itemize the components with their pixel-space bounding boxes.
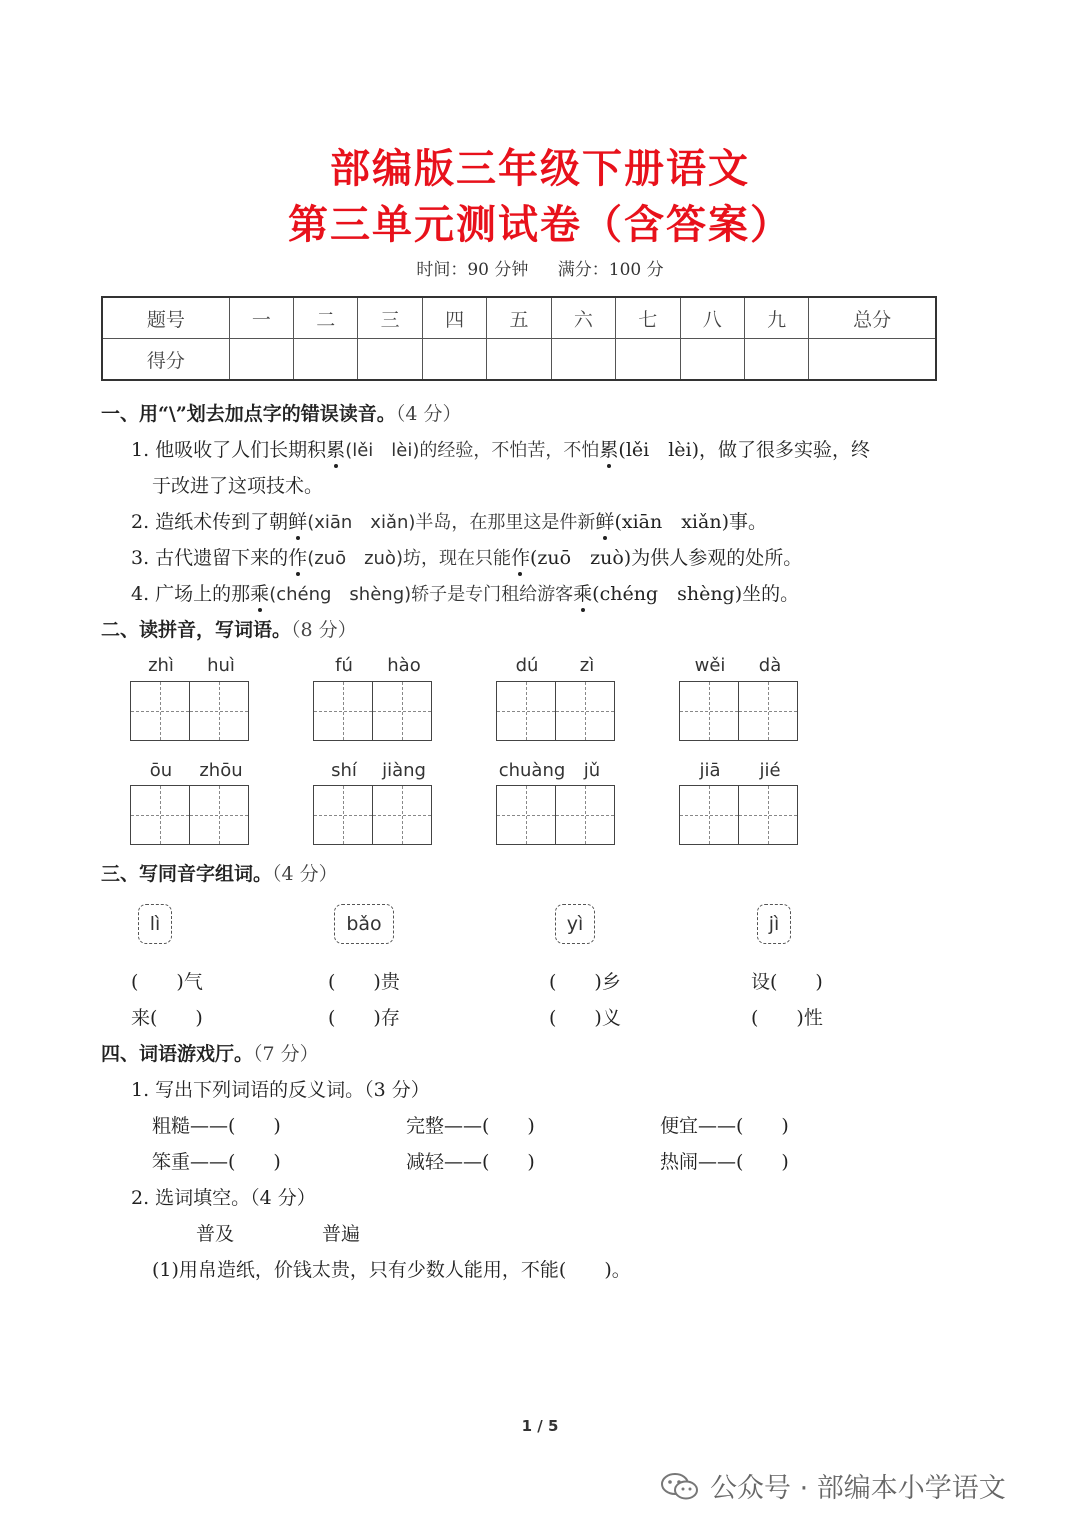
pinyin-label: zì	[579, 655, 595, 676]
exam-info	[0, 255, 1080, 280]
writing-grid[interactable]	[313, 785, 432, 845]
score-header-cell: 六	[551, 297, 615, 339]
page-number: 1 / 5	[521, 1417, 559, 1435]
writing-grid[interactable]	[496, 785, 615, 845]
s4-subquestion-1: 1. 写出下列词语的反义词。（3 分）	[131, 1079, 430, 1101]
s1-question-2: 2. 造纸术传到了朝鲜(xiān xiǎn)半岛，在那里这是件新鲜(xiān xiǎn)事。	[131, 511, 767, 533]
score-header-cell: 八	[680, 297, 744, 339]
score-header-cell: 四	[422, 297, 486, 339]
score-cell[interactable]	[680, 339, 744, 381]
score-table	[101, 296, 937, 381]
word-choice: 普及	[196, 1223, 235, 1245]
page-title-line1: 部编版三年级下册语文	[330, 145, 750, 192]
score-cell[interactable]	[294, 339, 358, 381]
antonym-blank[interactable]: 粗糙——( )	[152, 1115, 281, 1137]
page-title-line2: 第三单元测试卷（含答案）	[288, 201, 792, 248]
score-row-label: 得分	[102, 339, 229, 381]
antonym-blank[interactable]: 完整——( )	[406, 1115, 535, 1137]
writing-grid[interactable]	[496, 681, 615, 741]
score-cell[interactable]	[487, 339, 551, 381]
pinyin-label: huì	[207, 655, 235, 676]
pinyin-label: hào	[387, 655, 421, 676]
pinyin-label: ōu	[149, 760, 173, 781]
score-table-header-row	[102, 297, 936, 339]
score-table-score-row	[102, 339, 936, 381]
writing-grid[interactable]	[679, 681, 798, 741]
score-cell[interactable]	[551, 339, 615, 381]
fill-in-sentence[interactable]: (1)用帛造纸，价钱太贵，只有少数人能用，不能( )。	[152, 1259, 631, 1281]
writing-grid[interactable]	[679, 785, 798, 845]
s1-question-1-cont: 于改进了这项技术。	[152, 475, 324, 497]
s4-subquestion-2: 2. 选词填空。（4 分）	[131, 1187, 316, 1209]
pinyin-box: yì	[555, 904, 595, 944]
homophone-blank[interactable]: ( )贵	[328, 971, 400, 993]
pinyin-box: lì	[138, 904, 172, 944]
homophone-blank[interactable]: 来( )	[131, 1007, 203, 1029]
writing-grid[interactable]	[130, 681, 249, 741]
time-info: 时间：90 分钟	[416, 260, 529, 280]
score-cell[interactable]	[229, 339, 293, 381]
section-2-title: 二、读拼音，写词语。（8 分）	[101, 619, 357, 641]
pinyin-label: jǔ	[583, 760, 601, 781]
s1-question-4: 4. 广场上的那乘(chéng shèng)轿子是专门租给游客乘(chéng shèng)坐的。	[131, 583, 800, 605]
pinyin-box: jì	[757, 904, 791, 944]
score-cell[interactable]	[616, 339, 680, 381]
score-cell[interactable]	[422, 339, 486, 381]
antonym-blank[interactable]: 减轻——( )	[406, 1151, 535, 1173]
s1-question-3: 3. 古代遗留下来的作(zuō zuò)坊，现在只能作(zuō zuò)为供人参观的处所。	[131, 547, 803, 569]
pinyin-label: jié	[759, 760, 781, 781]
writing-grid[interactable]	[313, 681, 432, 741]
homophone-blank[interactable]: ( )存	[328, 1007, 400, 1029]
homophone-blank[interactable]: ( )气	[131, 971, 203, 993]
pinyin-label: fú	[335, 655, 353, 676]
antonym-blank[interactable]: 便宜——( )	[660, 1115, 789, 1137]
antonym-blank[interactable]: 热闹——( )	[660, 1151, 789, 1173]
pinyin-label: chuàng	[498, 760, 566, 781]
pinyin-label: jiā	[699, 760, 721, 781]
homophone-blank[interactable]: ( )性	[751, 1007, 823, 1029]
score-cell[interactable]	[809, 339, 936, 381]
word-choice: 普遍	[322, 1223, 361, 1245]
wechat-icon	[660, 1471, 700, 1501]
pinyin-label: zhōu	[199, 760, 243, 781]
score-header-cell: 七	[616, 297, 680, 339]
section-1-title: 一、用“\”划去加点字的错误读音。（4 分）	[101, 403, 462, 425]
pinyin-label: wěi	[694, 655, 726, 676]
score-cell[interactable]	[358, 339, 422, 381]
writing-grid[interactable]	[130, 785, 249, 845]
score-header-cell: 五	[487, 297, 551, 339]
score-cell[interactable]	[744, 339, 808, 381]
s1-question-1: 1. 他吸收了人们长期积累(lěi lèi)的经验，不怕苦，不怕累(lěi lèi)，做了很多实验，终	[131, 439, 871, 461]
pinyin-label: dà	[758, 655, 782, 676]
homophone-blank[interactable]: 设( )	[751, 971, 823, 993]
score-header-cell: 一	[229, 297, 293, 339]
score-header-cell: 九	[744, 297, 808, 339]
pinyin-label: dú	[515, 655, 539, 676]
watermark-text: 公众号 · 部编本小学语文	[710, 1473, 1006, 1504]
section-3-title: 三、写同音字组词。（4 分）	[101, 863, 338, 885]
section-4-title: 四、词语游戏厅。（7 分）	[101, 1043, 319, 1065]
pinyin-label: jiàng	[382, 760, 426, 781]
pinyin-label: zhì	[148, 655, 174, 676]
homophone-blank[interactable]: ( )乡	[549, 971, 621, 993]
antonym-blank[interactable]: 笨重——( )	[152, 1151, 281, 1173]
watermark	[660, 1466, 1006, 1505]
score-header-cell: 三	[358, 297, 422, 339]
pinyin-box: bǎo	[334, 904, 394, 944]
score-header-cell: 总分	[809, 297, 936, 339]
full-score-info: 满分：100 分	[557, 260, 664, 280]
score-header-cell: 题号	[102, 297, 229, 339]
score-header-cell: 二	[294, 297, 358, 339]
pinyin-label: shí	[331, 760, 357, 781]
homophone-blank[interactable]: ( )义	[549, 1007, 621, 1029]
